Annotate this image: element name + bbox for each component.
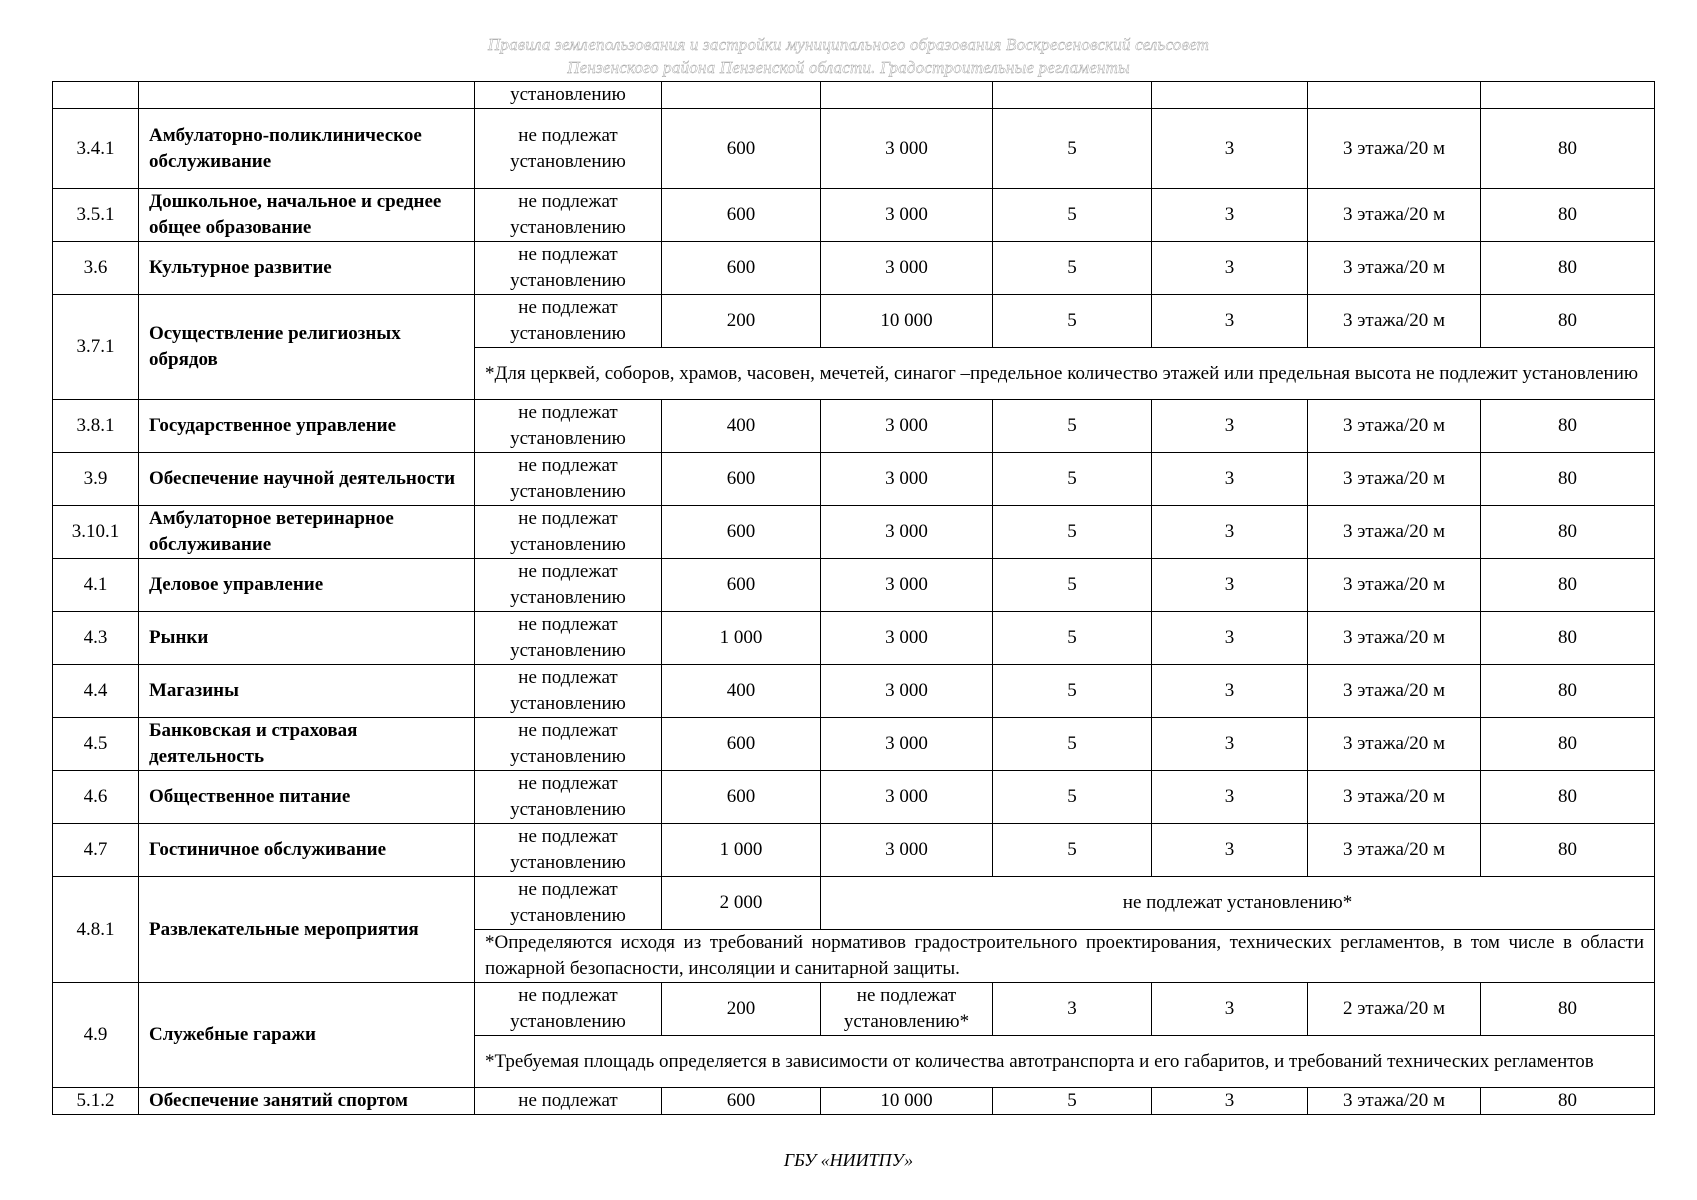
cell-c9 — [1481, 82, 1655, 109]
cell-note: *Требуемая площадь определяется в зависимости от количества автотранспорта и его габаритов, и требований технических регламентов — [475, 1036, 1655, 1088]
cell-c9: 80 — [1481, 983, 1655, 1036]
cell-c9: 80 — [1481, 453, 1655, 506]
cell-name: Государственное управление — [139, 400, 475, 453]
cell-c4: 2 000 — [662, 877, 821, 930]
cell-c7: 3 — [1152, 771, 1308, 824]
cell-code: 4.8.1 — [53, 877, 139, 983]
cell-c6: 5 — [993, 109, 1152, 189]
cell-code — [53, 82, 139, 109]
cell-code: 3.8.1 — [53, 400, 139, 453]
cell-c8: 3 этажа/20 м — [1308, 559, 1481, 612]
cell-c4: 200 — [662, 295, 821, 348]
cell-name: Служебные гаражи — [139, 983, 475, 1088]
cell-c5: 3 000 — [821, 771, 993, 824]
cell-c9: 80 — [1481, 1088, 1655, 1115]
cell-c7: 3 — [1152, 824, 1308, 877]
cell-c7: 3 — [1152, 189, 1308, 242]
cell-name: Магазины — [139, 665, 475, 718]
cell-c8: 3 этажа/20 м — [1308, 718, 1481, 771]
cell-name: Амбулаторное ветеринарное обслуживание — [139, 506, 475, 559]
cell-c5: 3 000 — [821, 612, 993, 665]
cell-c6: 5 — [993, 612, 1152, 665]
cell-code: 3.4.1 — [53, 109, 139, 189]
cell-c5: 3 000 — [821, 109, 993, 189]
regulations-table — [52, 81, 1655, 1115]
cell-c6: 3 — [993, 983, 1152, 1036]
cell-c4: 600 — [662, 109, 821, 189]
cell-c6: 5 — [993, 559, 1152, 612]
cell-c7: 3 — [1152, 983, 1308, 1036]
cell-c9: 80 — [1481, 559, 1655, 612]
cell-c3: не подлежат — [475, 1088, 662, 1115]
cell-code: 5.1.2 — [53, 1088, 139, 1115]
table-row — [53, 877, 1655, 930]
cell-c4: 1 000 — [662, 612, 821, 665]
cell-name: Общественное питание — [139, 771, 475, 824]
cell-name: Обеспечение научной деятельности — [139, 453, 475, 506]
cell-code: 4.3 — [53, 612, 139, 665]
cell-c4: 200 — [662, 983, 821, 1036]
cell-c8: 3 этажа/20 м — [1308, 242, 1481, 295]
table-row — [53, 109, 1655, 189]
cell-name: Рынки — [139, 612, 475, 665]
cell-name: Деловое управление — [139, 559, 475, 612]
table-row — [53, 295, 1655, 348]
page-footer: ГБУ «НИИТПУ» — [783, 1150, 914, 1170]
cell-c8: 3 этажа/20 м — [1308, 189, 1481, 242]
table-row — [53, 665, 1655, 718]
cell-code: 3.5.1 — [53, 189, 139, 242]
cell-c5: 3 000 — [821, 400, 993, 453]
cell-c6: 5 — [993, 453, 1152, 506]
table-row — [53, 771, 1655, 824]
cell-c4: 400 — [662, 665, 821, 718]
cell-c4: 600 — [662, 718, 821, 771]
cell-c7: 3 — [1152, 295, 1308, 348]
cell-c9: 80 — [1481, 109, 1655, 189]
cell-c6: 5 — [993, 189, 1152, 242]
cell-c9: 80 — [1481, 189, 1655, 242]
cell-c5: 3 000 — [821, 559, 993, 612]
table-row — [53, 983, 1655, 1036]
cell-c5: 10 000 — [821, 1088, 993, 1115]
cell-code: 4.6 — [53, 771, 139, 824]
cell-c6: 5 — [993, 506, 1152, 559]
cell-c9: 80 — [1481, 771, 1655, 824]
cell-c5: 3 000 — [821, 824, 993, 877]
table-row — [53, 453, 1655, 506]
cell-name — [139, 82, 475, 109]
cell-c9: 80 — [1481, 612, 1655, 665]
cell-c3: не подлежат установлению — [475, 400, 662, 453]
cell-code: 3.9 — [53, 453, 139, 506]
cell-c7: 3 — [1152, 400, 1308, 453]
table-row — [53, 559, 1655, 612]
cell-name: Развлекательные мероприятия — [139, 877, 475, 983]
cell-c4: 600 — [662, 771, 821, 824]
cell-c8: 2 этажа/20 м — [1308, 983, 1481, 1036]
running-header-line-2: Пензенского района Пензенской области. Градостроительные регламенты — [567, 58, 1130, 77]
cell-c6: 5 — [993, 1088, 1152, 1115]
table-row — [53, 612, 1655, 665]
cell-note: *Для церквей, соборов, храмов, часовен, мечетей, синагог –предельное количество этажей или предельная высота не подлежит установлению — [475, 348, 1655, 400]
cell-code: 3.6 — [53, 242, 139, 295]
cell-c8: 3 этажа/20 м — [1308, 506, 1481, 559]
cell-c8: 3 этажа/20 м — [1308, 612, 1481, 665]
cell-code: 4.9 — [53, 983, 139, 1088]
cell-c8: 3 этажа/20 м — [1308, 400, 1481, 453]
cell-c3: не подлежат установлению — [475, 718, 662, 771]
cell-c3: не подлежат установлению — [475, 612, 662, 665]
cell-c4: 600 — [662, 189, 821, 242]
cell-c7: 3 — [1152, 109, 1308, 189]
cell-c8 — [1308, 82, 1481, 109]
cell-code: 3.10.1 — [53, 506, 139, 559]
cell-c9: 80 — [1481, 824, 1655, 877]
cell-c6: 5 — [993, 242, 1152, 295]
cell-c4: 400 — [662, 400, 821, 453]
cell-name: Амбулаторно-поликлиническое обслуживание — [139, 109, 475, 189]
table-row — [53, 82, 1655, 109]
cell-code: 4.7 — [53, 824, 139, 877]
table-row — [53, 189, 1655, 242]
cell-c6: 5 — [993, 665, 1152, 718]
cell-c4: 600 — [662, 242, 821, 295]
cell-c7: 3 — [1152, 559, 1308, 612]
cell-c4: 1 000 — [662, 824, 821, 877]
cell-name: Осуществление религиозных обрядов — [139, 295, 475, 400]
cell-name: Культурное развитие — [139, 242, 475, 295]
cell-c4: 600 — [662, 506, 821, 559]
cell-code: 4.1 — [53, 559, 139, 612]
cell-c5: 3 000 — [821, 453, 993, 506]
cell-merged: не подлежат установлению* — [821, 877, 1655, 930]
cell-c7: 3 — [1152, 242, 1308, 295]
cell-c8: 3 этажа/20 м — [1308, 665, 1481, 718]
cell-c3: установлению — [475, 82, 662, 109]
cell-c6: 5 — [993, 400, 1152, 453]
cell-c6: 5 — [993, 771, 1152, 824]
cell-code: 3.7.1 — [53, 295, 139, 400]
cell-c7: 3 — [1152, 612, 1308, 665]
cell-name: Банковская и страховая деятельность — [139, 718, 475, 771]
cell-c7: 3 — [1152, 718, 1308, 771]
cell-c7: 3 — [1152, 1088, 1308, 1115]
cell-c8: 3 этажа/20 м — [1308, 1088, 1481, 1115]
cell-c7: 3 — [1152, 506, 1308, 559]
cell-c7: 3 — [1152, 453, 1308, 506]
cell-c5: не подлежат установлению* — [821, 983, 993, 1036]
cell-c3: не подлежат установлению — [475, 559, 662, 612]
cell-c3: не подлежат установлению — [475, 665, 662, 718]
table-row — [53, 400, 1655, 453]
table-row — [53, 1088, 1655, 1115]
cell-c8: 3 этажа/20 м — [1308, 824, 1481, 877]
cell-c3: не подлежат установлению — [475, 242, 662, 295]
cell-c3: не подлежат установлению — [475, 109, 662, 189]
cell-c3: не подлежат установлению — [475, 453, 662, 506]
cell-c8: 3 этажа/20 м — [1308, 771, 1481, 824]
table-row — [53, 242, 1655, 295]
cell-c4: 600 — [662, 453, 821, 506]
cell-c5 — [821, 82, 993, 109]
cell-name: Гостиничное обслуживание — [139, 824, 475, 877]
cell-c3: не подлежат установлению — [475, 189, 662, 242]
cell-c5: 3 000 — [821, 718, 993, 771]
cell-c9: 80 — [1481, 242, 1655, 295]
cell-c5: 3 000 — [821, 665, 993, 718]
cell-c5: 3 000 — [821, 506, 993, 559]
cell-name: Обеспечение занятий спортом — [139, 1088, 475, 1115]
table-row — [53, 824, 1655, 877]
cell-c6: 5 — [993, 295, 1152, 348]
cell-c3: не подлежат установлению — [475, 877, 662, 930]
cell-c8: 3 этажа/20 м — [1308, 295, 1481, 348]
cell-c5: 10 000 — [821, 295, 993, 348]
cell-c7: 3 — [1152, 665, 1308, 718]
cell-c9: 80 — [1481, 400, 1655, 453]
cell-c8: 3 этажа/20 м — [1308, 453, 1481, 506]
cell-c5: 3 000 — [821, 189, 993, 242]
cell-name: Дошкольное, начальное и среднее общее образование — [139, 189, 475, 242]
cell-c9: 80 — [1481, 506, 1655, 559]
cell-c6: 5 — [993, 718, 1152, 771]
cell-c8: 3 этажа/20 м — [1308, 109, 1481, 189]
cell-c9: 80 — [1481, 295, 1655, 348]
table-row — [53, 718, 1655, 771]
cell-code: 4.4 — [53, 665, 139, 718]
cell-c9: 80 — [1481, 665, 1655, 718]
cell-c3: не подлежат установлению — [475, 771, 662, 824]
cell-c3: не подлежат установлению — [475, 983, 662, 1036]
running-header-line-1: Правила землепользования и застройки муниципального образования Воскресеновский сельсовет — [487, 35, 1210, 54]
cell-c6: 5 — [993, 824, 1152, 877]
cell-code: 4.5 — [53, 718, 139, 771]
cell-c5: 3 000 — [821, 242, 993, 295]
table-row — [53, 506, 1655, 559]
cell-c6 — [993, 82, 1152, 109]
cell-c4: 600 — [662, 559, 821, 612]
cell-c7 — [1152, 82, 1308, 109]
cell-c4: 600 — [662, 1088, 821, 1115]
cell-c4 — [662, 82, 821, 109]
cell-c3: не подлежат установлению — [475, 506, 662, 559]
cell-c3: не подлежат установлению — [475, 824, 662, 877]
cell-c3: не подлежат установлению — [475, 295, 662, 348]
cell-note: *Определяются исходя из требований нормативов градостроительного проектирования, технических регламентов, в том числе в области пожарной безопасности, инсоляции и санитарной защиты. — [475, 930, 1655, 983]
cell-c9: 80 — [1481, 718, 1655, 771]
